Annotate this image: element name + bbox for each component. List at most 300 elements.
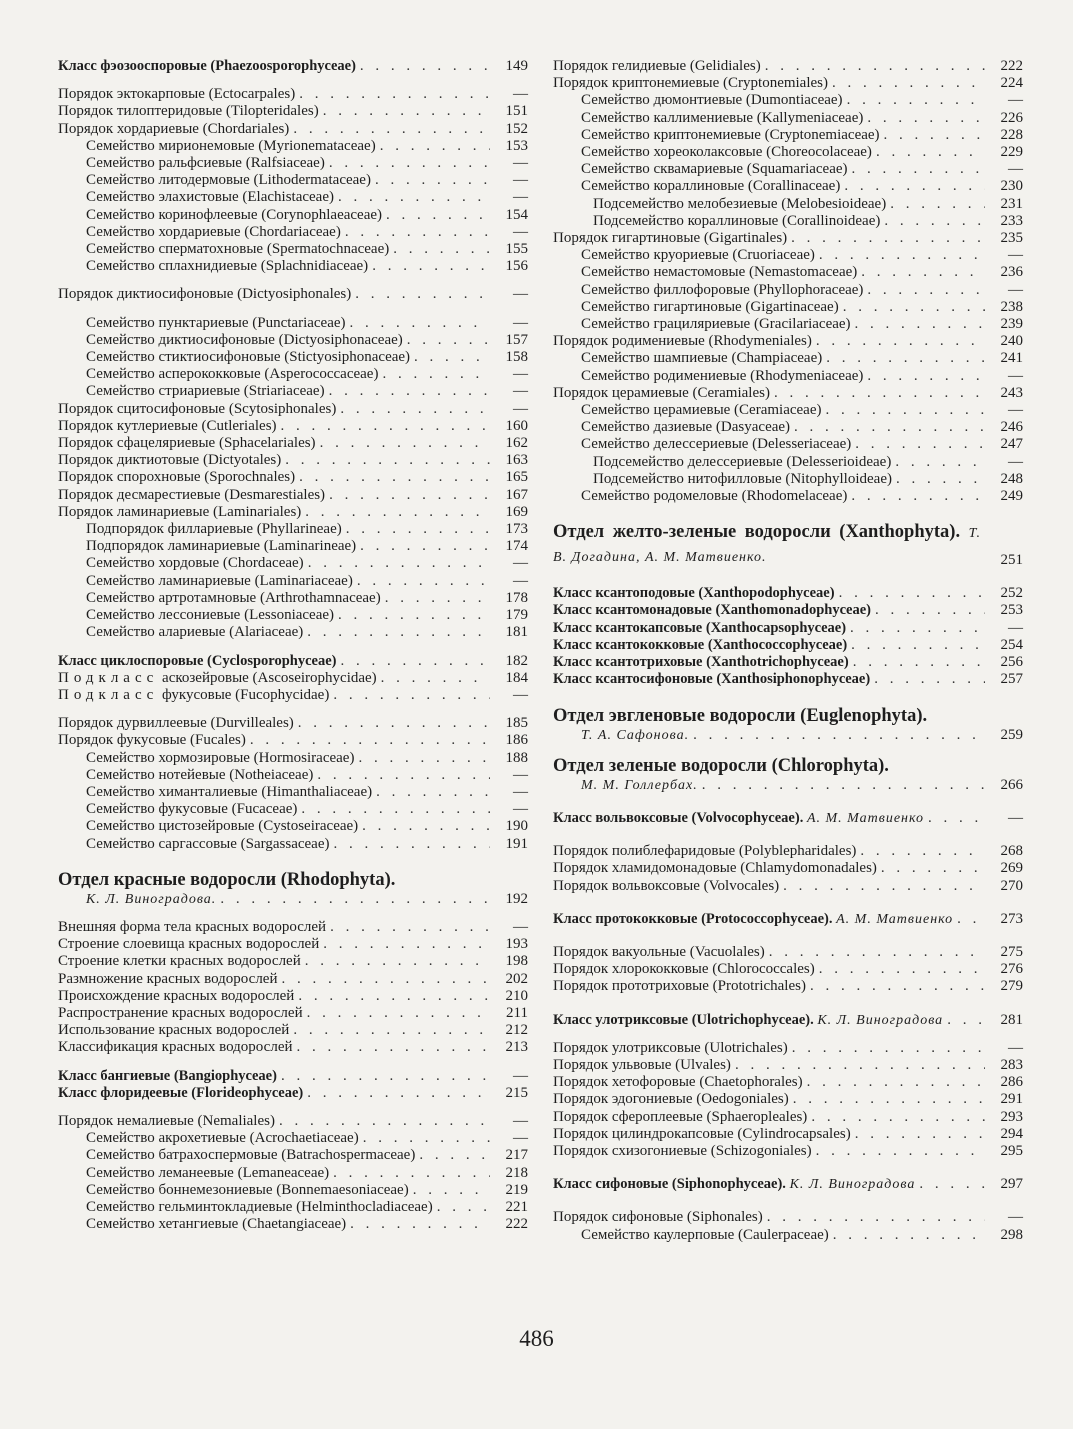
page-ref: 179 (505, 607, 528, 624)
page-ref: 163 (505, 452, 528, 469)
toc-entry (58, 258, 528, 275)
entry-text (553, 1209, 763, 1226)
toc-column-left (58, 58, 528, 1244)
toc-entry (553, 978, 1023, 995)
author-name: Т. В. Догадина, А. М. Матвиенко. (553, 526, 982, 566)
page-ref: 281 (1000, 1011, 1023, 1028)
entry-title: Порядок хетофоровые (Chaetophorales) (553, 1074, 803, 1091)
dot-leader (822, 350, 985, 367)
entry-text (553, 978, 806, 995)
dot-leader (803, 1074, 985, 1091)
dot-leader (835, 585, 985, 602)
entry-title: Семейство саргассовые (Sargassaceae) (86, 835, 330, 852)
entry-text (58, 555, 304, 572)
entry-text (553, 671, 870, 688)
dot-leader (787, 230, 985, 247)
dot-leader (840, 178, 985, 195)
dot-leader (358, 818, 490, 835)
dot-leader (294, 988, 490, 1005)
toc-group (58, 715, 528, 853)
entry-text (58, 401, 336, 418)
page-ref: 149 (505, 58, 528, 74)
page-ref: — (513, 286, 528, 303)
toc-entry (58, 315, 528, 332)
toc-group (553, 58, 1023, 505)
toc-entry (58, 590, 528, 607)
page-ref: 241 (1000, 350, 1023, 367)
toc-class (553, 671, 1023, 688)
entry-text (58, 1068, 277, 1085)
toc-entry (553, 350, 1023, 367)
toc-entry (58, 469, 528, 486)
toc-entry (58, 86, 528, 103)
entry-title: Класс циклоспоровые (Cyclosporophyceae) (58, 652, 337, 669)
subclass-label: Подкласс (58, 669, 159, 686)
dot-leader (334, 189, 490, 206)
dot-leader (301, 953, 490, 970)
entry-text (58, 521, 342, 538)
toc-entry (553, 127, 1023, 144)
dot-leader (289, 121, 490, 138)
entry-text (553, 282, 863, 299)
entry-title: Семейство акрохетиевые (Acrochaetiaceae) (86, 1130, 359, 1147)
toc-entry (553, 213, 1023, 230)
entry-text (58, 224, 341, 241)
page-ref: — (1008, 281, 1023, 298)
entry-title: Семейство стриариевые (Striariaceae) (86, 383, 325, 400)
entry-text (58, 818, 358, 835)
toc-entry (58, 953, 528, 970)
entry-text (553, 299, 839, 316)
page-ref: 155 (505, 241, 528, 258)
entry-text (58, 315, 346, 332)
entry-text (58, 836, 330, 853)
entry-title: Подсемейство мелобезиевые (Melobesioideae) (593, 195, 887, 212)
entry-title: Класс ксантосифоновые (Xanthosiphonophyceae) (553, 671, 871, 688)
page-ref: 219 (505, 1181, 528, 1198)
page-ref: 212 (505, 1022, 528, 1039)
page-ref: — (513, 555, 528, 572)
entry-title: Порядок схизогониевые (Schizogoniales) (553, 1142, 812, 1159)
author-name: К. Л. Виноградова (817, 1012, 944, 1028)
toc-group (58, 919, 528, 1057)
dot-leader (342, 521, 490, 538)
entry-title: фукусовые (Fucophycidae) (162, 686, 330, 703)
page-ref: 157 (505, 331, 528, 348)
dot-leader (216, 891, 490, 908)
page-ref: 266 (1000, 776, 1023, 793)
entry-title: Семейство литодермовые (Lithodermataceae) (86, 172, 371, 189)
page-ref: 202 (505, 970, 528, 987)
dot-leader (351, 286, 490, 303)
dot-leader (847, 637, 985, 654)
page-ref: 247 (1000, 436, 1023, 453)
page-ref: — (513, 801, 528, 818)
entry-title: Класс улотриксовые (Ulotrichophyceae). (553, 1011, 814, 1028)
dot-leader (839, 299, 985, 316)
entry-text (58, 1085, 303, 1102)
page-ref: 221 (505, 1198, 528, 1215)
dot-leader (346, 315, 490, 332)
entry-text (58, 1147, 415, 1164)
entry-text (553, 488, 847, 505)
toc-entry (553, 1143, 1023, 1160)
page-ref: 298 (1000, 1226, 1023, 1243)
dot-leader (275, 1113, 490, 1130)
toc-group (58, 315, 528, 642)
toc-entry (553, 1209, 1023, 1226)
entry-text (58, 988, 294, 1005)
toc-entry (553, 316, 1023, 333)
page-ref: 198 (505, 953, 528, 970)
dot-leader (313, 767, 490, 784)
toc-class (553, 654, 1023, 671)
entry-text (58, 452, 281, 469)
entry-title: Порядок дурвиллеевые (Durvilleales) (58, 715, 294, 732)
entry-title: Семейство родомеловые (Rhodomelaceae) (581, 488, 848, 505)
toc-entry (553, 1109, 1023, 1126)
dot-leader (846, 620, 985, 637)
entry-title: Семейство фукусовые (Fucaceae) (86, 801, 298, 818)
dot-leader (277, 1068, 490, 1085)
toc-entry (553, 488, 1023, 505)
entry-title: Порядок полиблефаридовые (Polyblepharidales) (553, 843, 857, 860)
entry-title: Порядок диктиотовые (Dictyotales) (58, 452, 282, 469)
page-ref: 154 (505, 206, 528, 223)
entry-text (58, 504, 301, 521)
toc-group (553, 944, 1023, 996)
page-ref: — (513, 400, 528, 417)
author-name: К. Л. Виноградова. (86, 891, 217, 907)
page-ref: — (1008, 1209, 1023, 1226)
entry-text (58, 121, 289, 138)
page-ref: 253 (1000, 602, 1023, 619)
toc-entry (58, 784, 528, 801)
entry-title: Семейство дюмонтиевые (Dumontiaceae) (581, 92, 843, 109)
dot-leader (293, 1039, 491, 1056)
entry-title: Семейство гигартиновые (Gigartinaceae) (581, 298, 839, 315)
entry-text (553, 1091, 789, 1108)
page-ref: 246 (1000, 419, 1023, 436)
page-ref: 182 (505, 652, 528, 669)
page-ref: 151 (505, 103, 528, 120)
page-ref: 215 (505, 1084, 528, 1101)
toc-group (58, 1113, 528, 1233)
toc-entry (553, 264, 1023, 281)
dot-leader (336, 653, 490, 670)
toc-group (553, 1012, 1023, 1029)
toc-entry (58, 936, 528, 953)
dot-leader (356, 538, 490, 555)
dot-leader (953, 911, 985, 928)
toc-entry (553, 282, 1023, 299)
toc-group (553, 843, 1023, 895)
entry-text (553, 110, 863, 127)
entry-title: Класс флоридеевые (Florideophyceae) (58, 1084, 304, 1101)
entry-text (553, 127, 880, 144)
entry-title: Семейство пунктариевые (Punctariaceae) (86, 314, 346, 331)
toc-entry (58, 138, 528, 155)
dot-leader (354, 750, 490, 767)
entry-title: Семейство стиктиосифоновые (Stictyosiphonaceae) (86, 349, 411, 366)
entry-text (58, 1216, 346, 1233)
entry-title: Происхождение красных водорослей (58, 987, 295, 1004)
toc-entry (58, 435, 528, 452)
toc-entry (553, 860, 1023, 877)
entry-text (58, 241, 389, 258)
toc-entry (553, 144, 1023, 161)
toc-entry (58, 750, 528, 767)
dot-leader (857, 264, 985, 281)
page-ref: 153 (505, 137, 528, 154)
entry-title: Семейство гельминтокладиевые (Helminthocladiaceae) (86, 1198, 433, 1215)
dot-leader (325, 383, 490, 400)
page-ref: 193 (505, 936, 528, 953)
entry-title: Класс протококковые (Protococcophyceae). (553, 910, 833, 927)
entry-title: Внешняя форма тела красных водорослей (58, 918, 327, 935)
dot-leader (281, 452, 490, 469)
dot-leader (289, 1022, 490, 1039)
toc-entry (553, 385, 1023, 402)
page-ref: — (1008, 619, 1023, 636)
entry-title: Класс ксантокапсовые (Xanthocapsophyceae) (553, 619, 847, 636)
entry-text (553, 402, 821, 419)
entry-text (553, 1057, 731, 1074)
entry-text (58, 383, 325, 400)
entry-text (553, 178, 840, 195)
entry-text (553, 878, 779, 895)
entry-text (553, 1109, 807, 1126)
toc-entry (58, 1039, 528, 1056)
dot-leader (689, 727, 985, 744)
entry-title: Порядок вольвоксовые (Volvocales) (553, 877, 780, 894)
page-ref: 190 (505, 818, 528, 835)
dot-leader (301, 504, 490, 521)
dot-leader (304, 555, 490, 572)
page-ref: — (513, 86, 528, 103)
entry-title: Размножение красных водорослей (58, 970, 278, 987)
entry-title: Семейство хордовые (Chordaceae) (86, 555, 304, 572)
toc-entry (553, 843, 1023, 860)
toc-entry (553, 1040, 1023, 1057)
page-ref: — (513, 1130, 528, 1147)
entry-text (58, 891, 216, 908)
entry-title: Порядок хордариевые (Chordariales) (58, 120, 290, 137)
toc-entry (553, 1074, 1023, 1091)
dot-leader (863, 110, 985, 127)
division-title: Отдел зеленые водоросли (Chlorophyta). (553, 755, 889, 776)
toc-entry (58, 103, 528, 120)
dot-leader (303, 624, 490, 641)
toc-class (553, 602, 1023, 619)
toc-entry (553, 436, 1023, 453)
toc-entry (553, 247, 1023, 264)
entry-text (58, 86, 295, 103)
toc-entry (553, 1126, 1023, 1143)
dot-leader (779, 878, 985, 895)
toc-entry (58, 767, 528, 784)
toc-entry (58, 573, 528, 590)
toc-group (58, 286, 528, 303)
entry-text (58, 670, 377, 687)
toc-class-inline (553, 1176, 1023, 1193)
entry-title: Строение клетки красных водорослей (58, 953, 301, 970)
entry-text (553, 1143, 812, 1160)
dot-leader (812, 1143, 985, 1160)
entry-text (553, 637, 847, 654)
page-ref: — (513, 155, 528, 172)
toc-entry (553, 333, 1023, 350)
entry-text (553, 944, 765, 961)
page-ref: — (513, 366, 528, 383)
toc-entry (58, 1199, 528, 1216)
toc-entry (553, 1057, 1023, 1074)
dot-leader (761, 58, 985, 75)
entry-title: Класс ксантоподовые (Xanthopodophyceae) (553, 585, 835, 602)
toc-entry (58, 555, 528, 572)
dot-leader (886, 196, 985, 213)
dot-leader (891, 454, 985, 471)
dot-leader (851, 436, 985, 453)
entry-title: Порядок цилиндрокапсовые (Cylindrocapsales) (553, 1125, 851, 1142)
page-ref: 291 (1000, 1091, 1023, 1108)
page-ref: — (1008, 161, 1023, 178)
entry-title: Семейство хормозировые (Hormosiraceae) (86, 749, 355, 766)
dot-leader (403, 332, 490, 349)
entry-title: Класс вольвоксовые (Volvocophyceae). (553, 809, 804, 826)
dot-leader (943, 1012, 985, 1029)
toc-entry (58, 332, 528, 349)
page-ref: 297 (1000, 1176, 1023, 1193)
toc-entry (58, 818, 528, 835)
entry-text (58, 801, 297, 818)
toc-entry (553, 878, 1023, 895)
toc-entry (553, 299, 1023, 316)
entry-text (553, 810, 924, 827)
dot-leader (815, 961, 985, 978)
dot-leader (371, 172, 490, 189)
entry-title: Семейство грациляриевые (Gracilariaceae) (581, 316, 851, 333)
toc-entry (553, 92, 1023, 109)
entry-title: Отдел желто-зеленые водоросли (Xanthophyta). (553, 522, 961, 543)
entry-title: Порядок кутлериевые (Cutleriales) (58, 417, 277, 434)
entry-title: Использование красных водорослей (58, 1022, 290, 1039)
toc-entry (58, 1113, 528, 1130)
entry-text (553, 620, 846, 637)
page-ref: 295 (1000, 1142, 1023, 1159)
entry-title: Порядок сцитосифоновые (Scytosiphonales) (58, 400, 337, 417)
entry-title: Семейство нотейевые (Notheiaceae) (86, 766, 314, 783)
toc-entry-author-line (553, 727, 1023, 744)
entry-text (553, 961, 815, 978)
entry-text (553, 585, 835, 602)
page-ref: 156 (505, 258, 528, 275)
dot-leader (372, 784, 490, 801)
page-ref: — (513, 1112, 528, 1129)
toc-entry (58, 172, 528, 189)
toc-entry (553, 368, 1023, 385)
toc-class (553, 620, 1023, 637)
page-ref: 268 (1000, 843, 1023, 860)
entry-title: Порядок вакуольные (Vacuolales) (553, 943, 765, 960)
dot-leader (870, 671, 985, 688)
page-ref: 192 (505, 890, 528, 907)
dot-leader (815, 247, 985, 264)
toc-class (58, 1068, 528, 1085)
toc-group (58, 86, 528, 275)
entry-text (58, 332, 403, 349)
dot-leader (330, 836, 491, 853)
dot-leader (368, 258, 490, 275)
entry-title: Порядок тилоптеридовые (Tilopteridales) (58, 103, 319, 120)
toc-class (58, 1085, 528, 1102)
page-ref: 152 (505, 120, 528, 137)
dot-leader (329, 1165, 490, 1182)
entry-text (58, 1005, 303, 1022)
entry-text (58, 784, 372, 801)
toc-entry (58, 452, 528, 469)
dot-leader (877, 860, 985, 877)
entry-title: Порядок прототриховые (Prototrichales) (553, 978, 806, 995)
page-ref: 167 (505, 486, 528, 503)
dot-leader (297, 801, 490, 818)
entry-text (58, 1113, 275, 1130)
toc-entry (58, 732, 528, 749)
page-ref: 279 (1000, 978, 1023, 995)
page-ref: 273 (1000, 910, 1023, 927)
entry-title: Подпорядок филлариевые (Phyllarineae) (86, 521, 342, 538)
entry-title: Семейство сквамариевые (Squamariaceae) (581, 161, 848, 178)
page-ref: 248 (1000, 470, 1023, 487)
toc-entry (58, 1165, 528, 1182)
entry-title: Строение слоевища красных водорослей (58, 936, 320, 953)
entry-text (58, 1039, 293, 1056)
page-ref: — (513, 686, 528, 703)
page-ref: — (1008, 453, 1023, 470)
entry-title: Семейство цистозейровые (Cystoseiraceae) (86, 818, 359, 835)
page-ref: — (513, 314, 528, 331)
page-ref: 233 (1000, 212, 1023, 229)
dot-leader (847, 488, 985, 505)
toc-group (553, 705, 1023, 744)
dot-leader (353, 573, 490, 590)
page-ref: — (513, 172, 528, 189)
entry-text (58, 1199, 433, 1216)
entry-title: Порядок диктиосифоновые (Dictyosiphonales) (58, 286, 352, 303)
dot-leader (863, 282, 985, 299)
entry-text (553, 843, 856, 860)
dot-leader (851, 316, 985, 333)
entry-title: Семейство хетангиевые (Chaetangiaceae) (86, 1216, 347, 1233)
entry-text (553, 777, 698, 794)
entry-text (553, 264, 857, 281)
page-ref: — (513, 572, 528, 589)
entry-title: Семейство криптонемиевые (Cryptonemiaceae) (581, 126, 880, 143)
page-ref: 165 (505, 469, 528, 486)
dot-leader (770, 385, 985, 402)
page-ref: 230 (1000, 178, 1023, 195)
entry-text (58, 155, 325, 172)
page-ref: — (513, 383, 528, 400)
entry-title: Порядок хлорококковые (Chlorococcales) (553, 961, 815, 978)
dot-leader (880, 213, 985, 230)
entry-title: Семейство хордариевые (Chordariaceae) (86, 223, 341, 240)
entry-title: Семейство дазиевые (Dasyaceae) (581, 419, 791, 436)
entry-title: Семейство ральфсиевые (Ralfsiaceae) (86, 155, 325, 172)
entry-title: Порядок церамиевые (Ceramiales) (553, 384, 770, 401)
page-ref: 173 (505, 521, 528, 538)
toc-entry-author-line (553, 777, 1023, 794)
